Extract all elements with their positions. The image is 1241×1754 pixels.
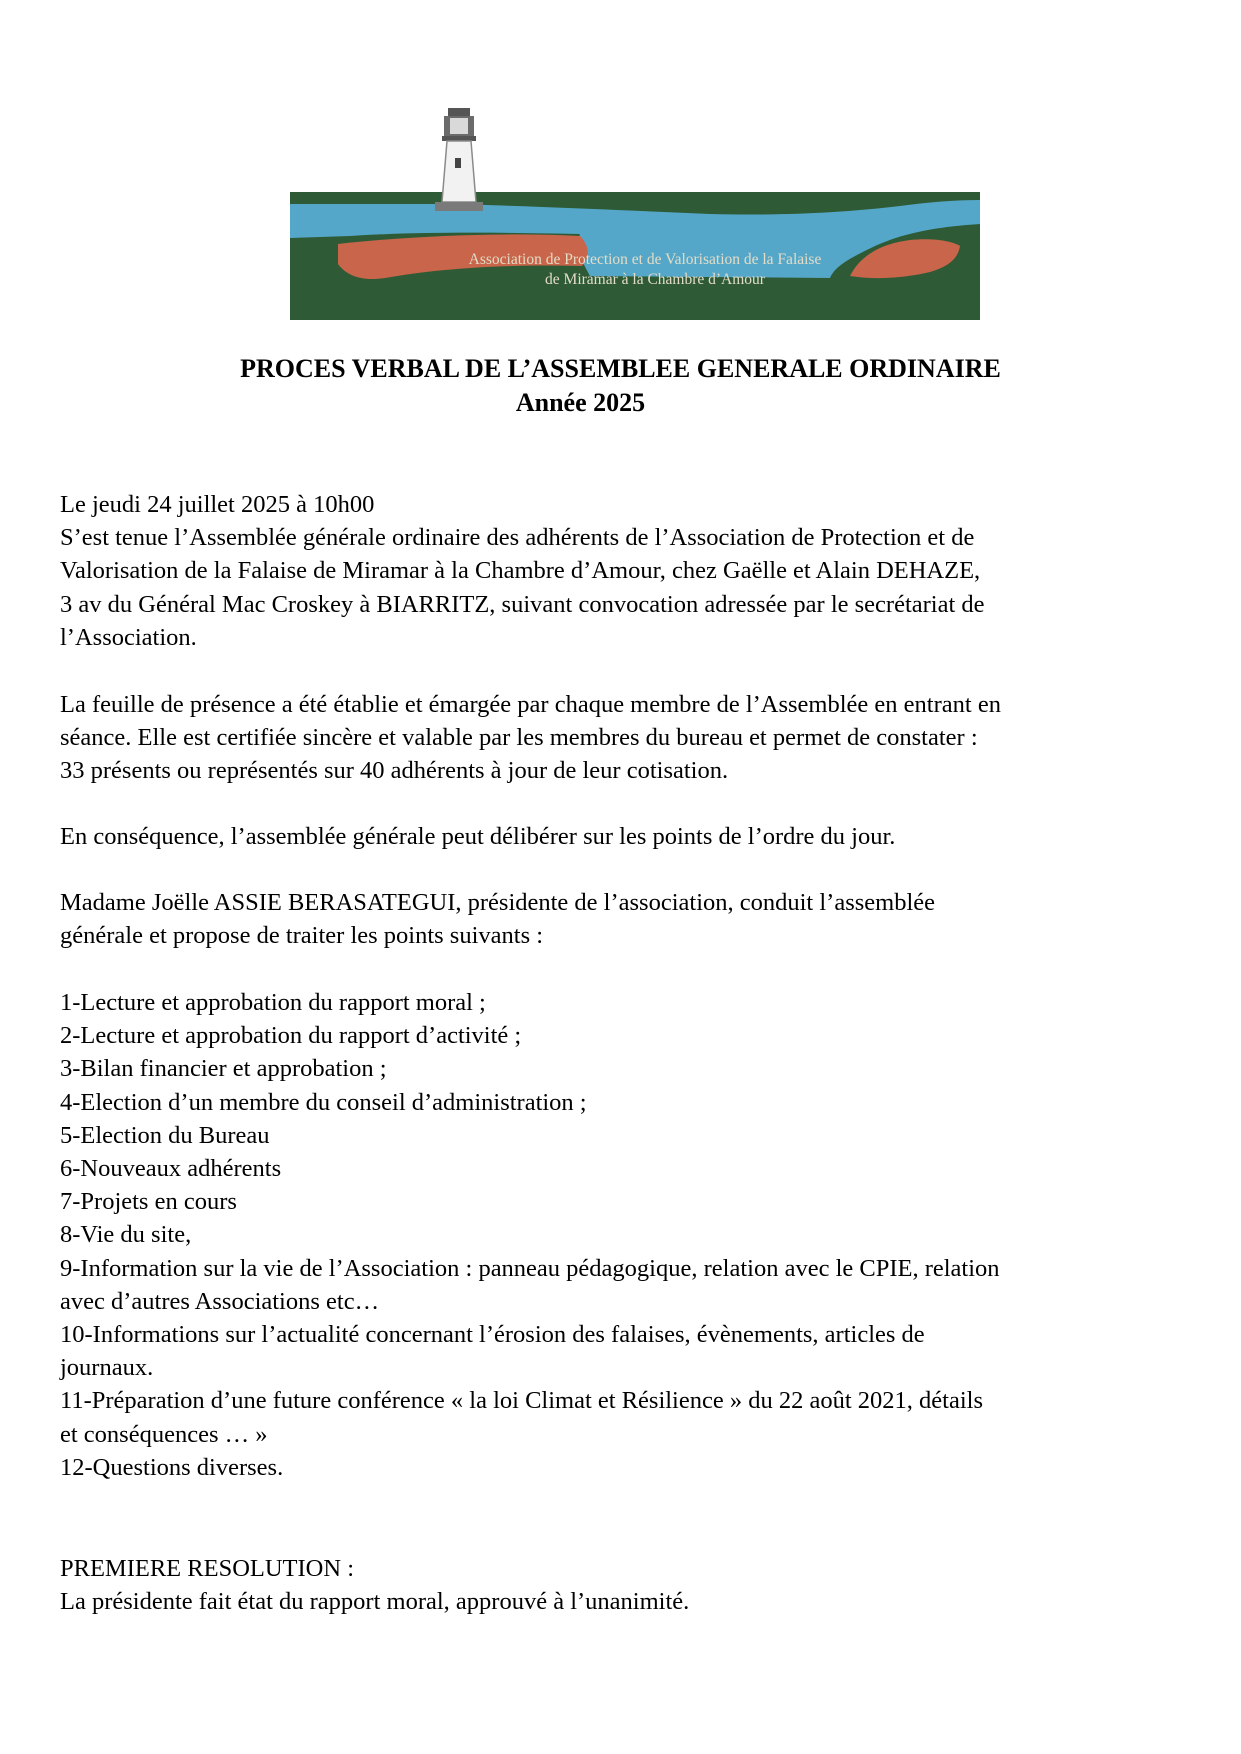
logo-caption-line1: Association de Protection et de Valorisation de la Falaise bbox=[468, 251, 822, 268]
intro-line: Valorisation de la Falaise de Miramar à la Chambre d’Amour, chez Gaëlle et Alain DEHAZE, bbox=[60, 557, 981, 585]
agenda-item: 8-Vie du site, bbox=[60, 1221, 192, 1249]
agenda-item: avec d’autres Associations etc… bbox=[60, 1287, 380, 1315]
agenda-item: 1-Lecture et approbation du rapport moral ; bbox=[60, 989, 486, 1016]
document-year: Année 2025 bbox=[515, 388, 646, 417]
agenda-list bbox=[60, 986, 1180, 1484]
presence-line: La feuille de présence a été établie et émargée par chaque membre de l’Assemblée en entrant en bbox=[60, 691, 1001, 718]
document-title: PROCES VERBAL DE L’ASSEMBLEE GENERALE ORDINAIRE bbox=[240, 354, 1001, 383]
association-logo bbox=[290, 106, 980, 320]
agenda-item: 9-Information sur la vie de l’Association : panneau pédagogique, relation avec le CPIE, relation bbox=[60, 1254, 1000, 1282]
intro-line: 3 av du Général Mac Croskey à BIARRITZ, suivant convocation adressée par le secrétariat de bbox=[60, 590, 985, 618]
agenda-item: 6-Nouveaux adhérents bbox=[60, 1155, 282, 1183]
lighthouse-icon bbox=[435, 108, 483, 211]
agenda-item: 2-Lecture et approbation du rapport d’activité ; bbox=[60, 1022, 522, 1050]
presence-line: 33 présents ou représentés sur 40 adhérents à jour de leur cotisation. bbox=[60, 757, 729, 785]
resolution-section bbox=[60, 1552, 1180, 1618]
agenda-item: 12-Questions diverses. bbox=[60, 1453, 284, 1481]
agenda-item: 4-Election d’un membre du conseil d’administration ; bbox=[60, 1088, 587, 1116]
agenda-item: et conséquences … » bbox=[60, 1420, 268, 1448]
resolution-heading: PREMIERE RESOLUTION : bbox=[60, 1555, 354, 1582]
agenda-item: 11-Préparation d’une future conférence « la loi Climat et Résilience » du 22 août 2021, détails bbox=[60, 1387, 983, 1415]
president-paragraph bbox=[60, 886, 1180, 952]
president-line: Madame Joëlle ASSIE BERASATEGUI, présidente de l’association, conduit l’assemblée bbox=[60, 889, 936, 916]
agenda-item: 5-Election du Bureau bbox=[60, 1121, 270, 1149]
quorum-line: En conséquence, l’assemblée générale peut délibérer sur les points de l’ordre du jour. bbox=[60, 823, 896, 850]
presence-paragraph bbox=[60, 688, 1180, 788]
agenda-item: 3-Bilan financier et approbation ; bbox=[60, 1055, 387, 1083]
agenda-item: journaux. bbox=[60, 1354, 154, 1382]
agenda-item: 7-Projets en cours bbox=[60, 1188, 237, 1216]
intro-line: Le jeudi 24 juillet 2025 à 10h00 bbox=[60, 491, 375, 518]
intro-paragraph bbox=[60, 488, 1180, 654]
agenda-item: 10-Informations sur l’actualité concernant l’érosion des falaises, évènements, articles de bbox=[60, 1321, 925, 1349]
quorum-paragraph bbox=[60, 820, 1180, 853]
resolution-text: La présidente fait état du rapport moral, approuvé à l’unanimité. bbox=[60, 1588, 690, 1616]
intro-line: S’est tenue l’Assemblée générale ordinaire des adhérents de l’Association de Protection et de bbox=[60, 524, 975, 552]
intro-line: l’Association. bbox=[60, 623, 197, 651]
president-line: générale et propose de traiter les points suivants : bbox=[60, 922, 544, 950]
logo-caption-line2: de Miramar à la Chambre d’Amour bbox=[545, 271, 765, 288]
presence-line: séance. Elle est certifiée sincère et valable par les membres du bureau et permet de constater : bbox=[60, 724, 978, 752]
